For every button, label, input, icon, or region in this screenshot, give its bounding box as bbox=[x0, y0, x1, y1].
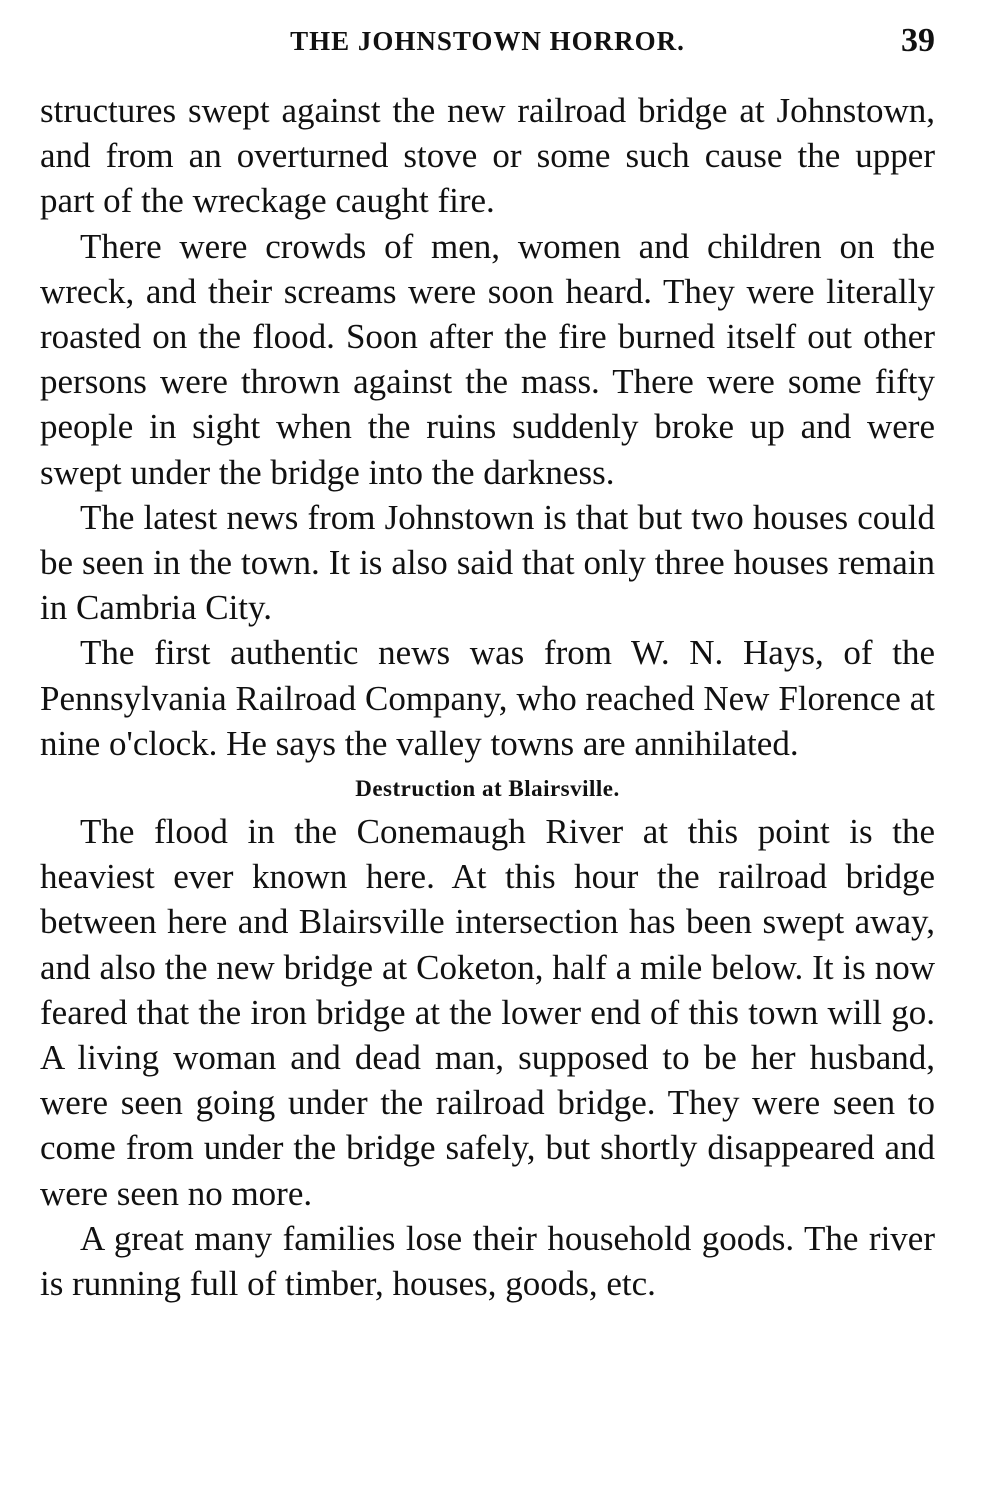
running-head bbox=[40, 22, 935, 62]
paragraph: The first authentic news was from W. N. Hays, of the Pennsylvania Railroad Company, who reached New Florence at nine o'clock. He says the valley towns are annihilated. bbox=[40, 633, 935, 763]
paragraph: A great many families lose their household goods. The river is running full of timber, houses, goods, etc. bbox=[40, 1218, 935, 1304]
paragraph: The latest news from Johnstown is that but two houses could be seen in the town. It is also said that only three houses remain in Cambria City. bbox=[40, 497, 935, 628]
section-heading: Destruction at Blairsville. bbox=[355, 776, 620, 802]
body-text bbox=[40, 88, 935, 1306]
paragraph-continued: structures swept against the new railroad bridge at Johnstown, and from an overturned stove or some such cause the upper part of the wreckage caught fire. bbox=[40, 91, 935, 221]
running-title: THE JOHNSTOWN HORROR. bbox=[290, 26, 685, 56]
page-number: 39 bbox=[901, 22, 935, 59]
paragraph: There were crowds of men, women and children on the wreck, and their screams were soon heard. They were literally roasted on the flood. Soon after the fire burned itself out other persons were thrown against the mass. There were some fifty people in sight when the ruins suddenly broke up and were swept under the bridge into the darkness. bbox=[40, 226, 935, 492]
paragraph: The flood in the Conemaugh River at this point is the heaviest ever known here. At this hour the railroad bridge between here and Blairsville intersection has been swept away, and also the new bridge at Coketon, half a mile below. It is now feared that the iron bridge at the lower end of this town will go. A living woman and dead man, supposed to be her husband, were seen going under the railroad bridge. They were seen to come from under the bridge safely, but shortly disappeared and were seen no more. bbox=[40, 812, 935, 1213]
